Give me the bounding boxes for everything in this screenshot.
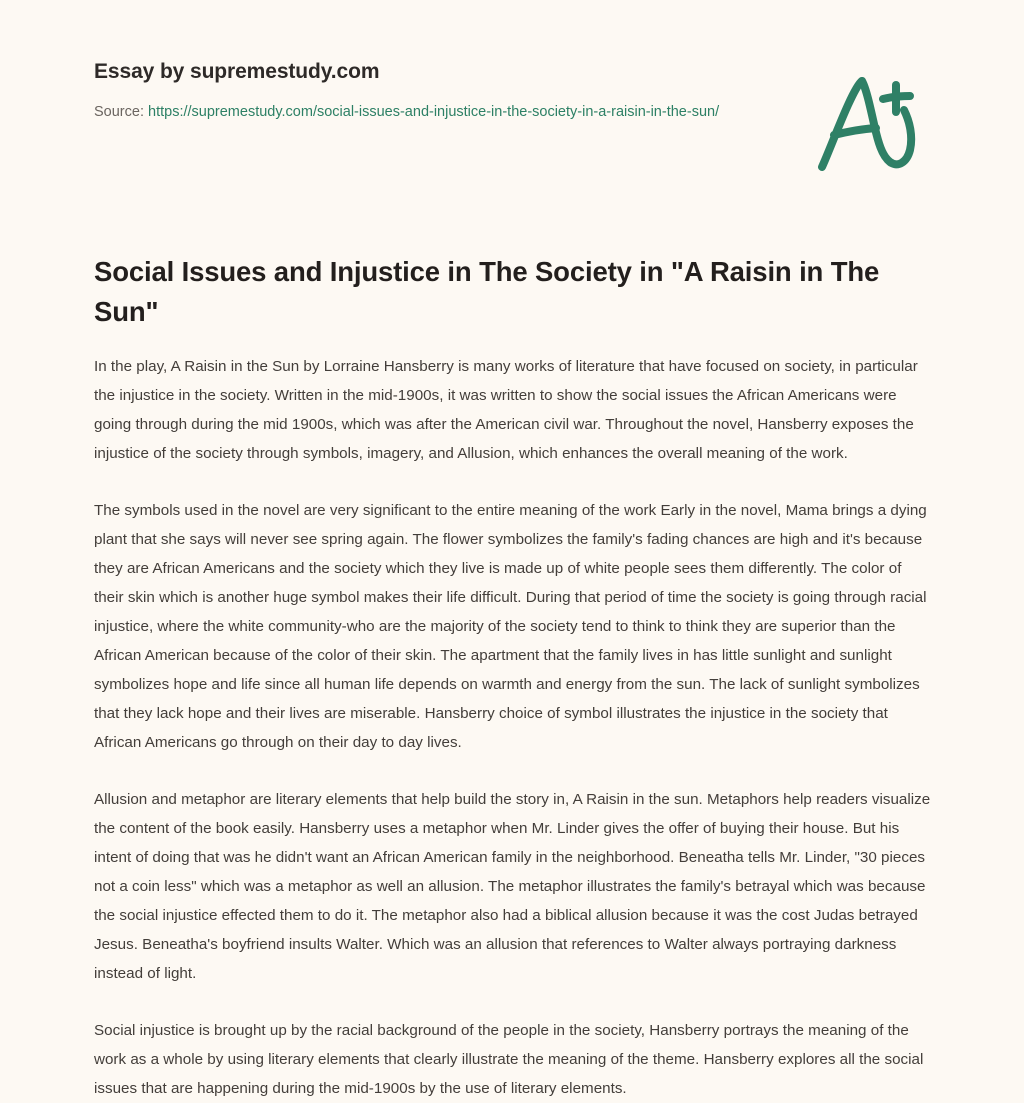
page-title: Social Issues and Injustice in The Society in "A Raisin in The Sun" [94,256,880,327]
article-body [94,352,932,1103]
paragraph: In the play, A Raisin in the Sun by Lorraine Hansberry is many works of literature that have focused on society, in particular the injustice in the society. Written in the mid-1900s, it was written to show the social issues the African Americans were going through during the mid 1900s, which was after the American civil war. Throughout the novel, Hansberry exposes the injustice of the society through symbols, imagery, and Allusion, which enhances the overall meaning of the work. [94,358,918,462]
paragraph: Allusion and metaphor are literary elements that help build the story in, A Raisin in the sun. Metaphors help readers visualize the content of the book easily. Hansberry uses a metaphor when Mr. Linder gives the offer of buying their house. But his intent of doing that was he didn't want an African American family in the neighborhood. Beneatha tells Mr. Linder, "30 pieces not a coin less" which was a metaphor as well an allusion. The metaphor illustrates the family's betrayal which was because the social injustice effected them to do it. The metaphor also had a biblical allusion because it was the cost Judas betrayed Jesus. Beneatha's boyfriend insults Walter. Which was an allusion that references to Walter always portraying darkness instead of light. [94,791,931,982]
essay-by-heading: Essay by supremestudy.com [94,60,380,83]
paragraph: Social injustice is brought up by the racial background of the people in the society, Hansberry portrays the meaning of the work as a whole by using literary elements that clearly illustrate the meaning of the theme. Hansberry explores all the social issues that are happening during the mid-1900s by the use of literary elements. [94,1022,924,1097]
source-line [94,100,754,124]
source-url-link[interactable]: https://supremestudy.com/social-issues-and-injustice-in-the-society-in-a-raisin-in-the-sun/ [148,104,720,120]
a-plus-logo-icon [812,72,920,176]
a-plus-logo [812,72,920,176]
page-header [94,58,794,124]
paragraph: The symbols used in the novel are very significant to the entire meaning of the work Early in the novel, Mama brings a dying plant that she says will never see spring again. The flower symbolizes the family's fading chances are high and it's because they are African Americans and the society which they live is made up of white people sees them differently. The color of their skin which is another huge symbol makes their life difficult. During that period of time the society is going through racial injustice, where the white community-who are the majority of the society tend to think to think they are superior than the African American because of the color of their skin. The apartment that the family lives in has little sunlight and sunlight symbolizes hope and life since all human life depends on warmth and energy from the sun. The lack of sunlight symbolizes that they lack hope and their lives are miserable. Hansberry choice of symbol illustrates the injustice in the society that African Americans go through on their day to day lives. [94,502,927,751]
source-label: Source: [94,104,144,120]
